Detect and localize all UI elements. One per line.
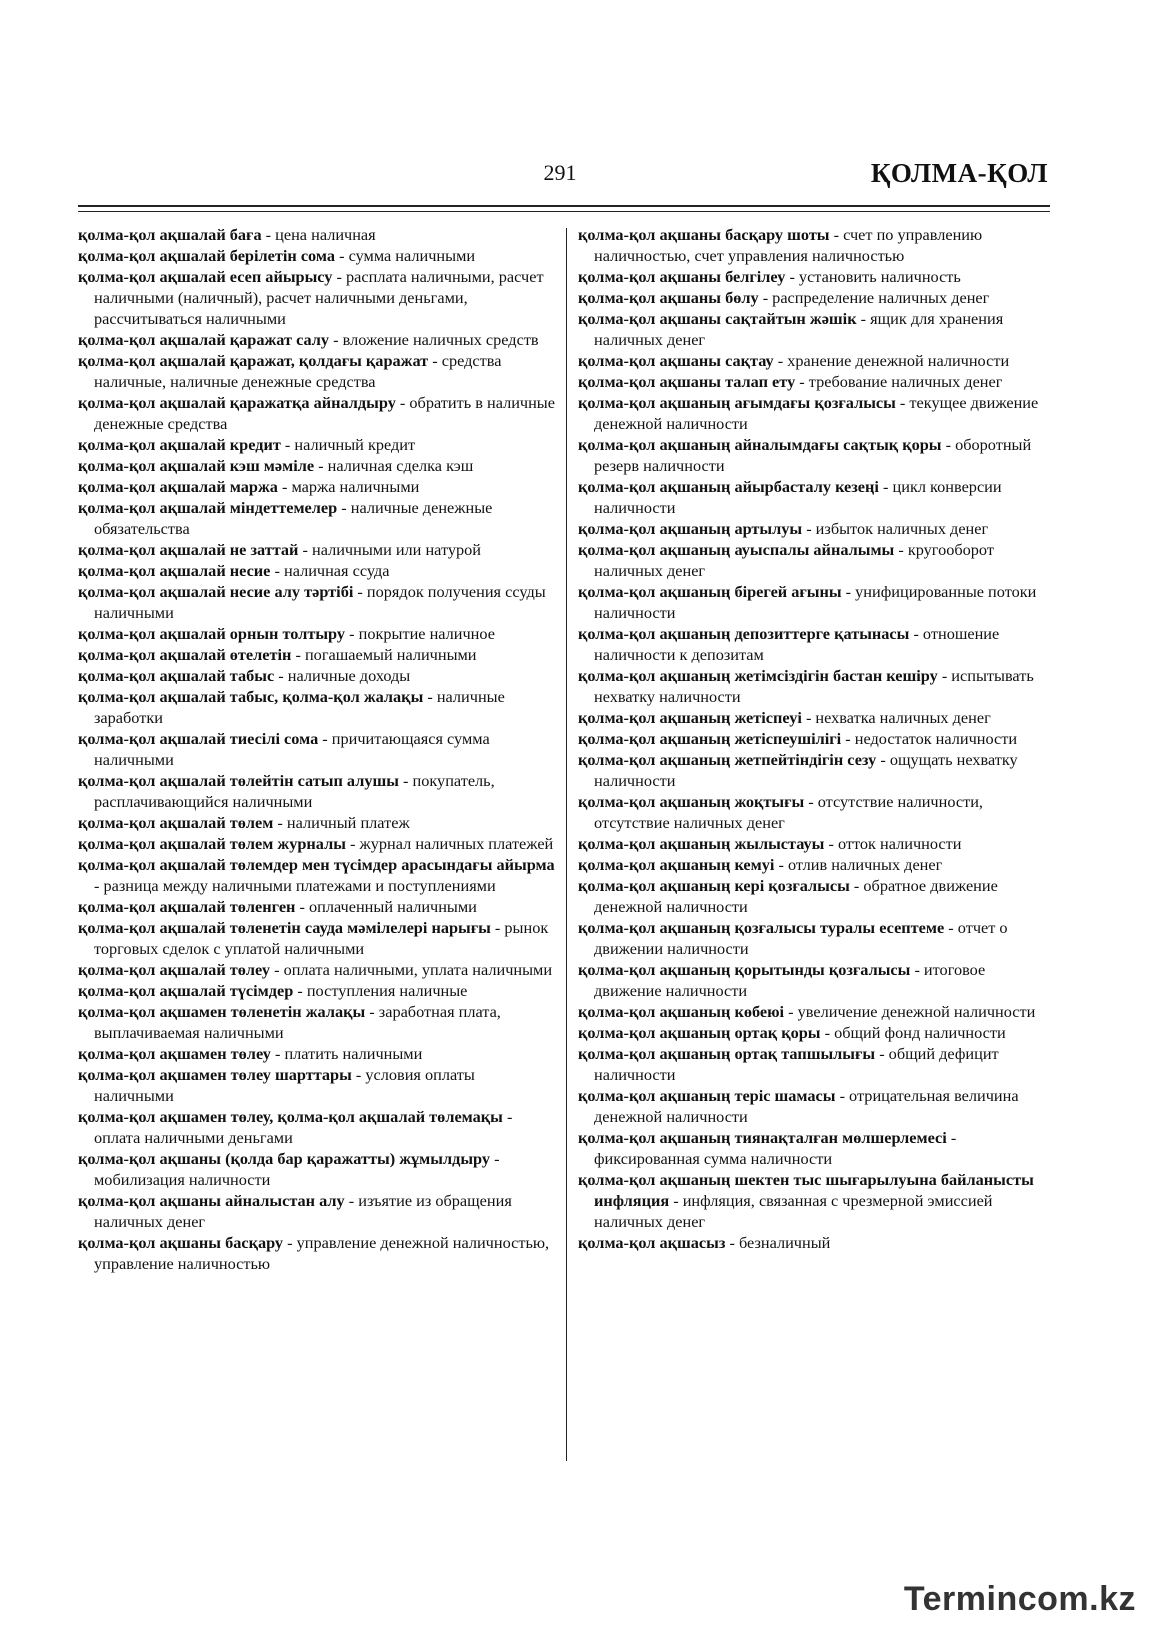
dictionary-entry [78,686,558,728]
entry-definition: - журнал наличных платежей [345,834,554,853]
dictionary-entry [578,392,1050,434]
entry-definition: - разница между наличными платежами и поступлениями [94,876,496,895]
entry-definition: - оплаченный наличными [295,897,477,916]
dictionary-entry [78,434,558,455]
entry-definition: - инфляция, связанная с чрезмерной эмиссией наличных денег [594,1191,993,1231]
entry-term: қолма-қол ақшалай қаражатқа айналдыру [78,393,396,412]
entry-definition: - расплата наличными, расчет наличными (наличный), расчет наличными деньгами, рассчитываться наличными [94,267,544,328]
entry-definition: - наличный кредит [280,435,416,454]
dictionary-entry [578,476,1050,518]
dictionary-entry [578,959,1050,1001]
entry-definition: - отрицательная величина денежной наличности [594,1086,1019,1126]
entry-term: қолма-қол ақшаның жетіспеушілігі [578,729,842,748]
dictionary-entry [78,812,558,833]
dictionary-entry [78,539,558,560]
entry-term: қолма-қол ақшалай табыс [78,666,275,685]
entry-definition: - мобилизация наличности [94,1149,500,1189]
dictionary-entry [578,1001,1050,1022]
entry-definition: - средства наличные, наличные денежные средства [94,351,502,391]
entry-term: қолма-қол ақшаның жетіспеуі [578,708,802,727]
entry-definition: - покупатель, расплачивающийся наличными [94,771,495,811]
entry-term: қолма-қол ақшаның бірегей ағыны [578,582,842,601]
dictionary-entry [578,1043,1050,1085]
entry-term: қолма-қол ақшаны сақтайтын жәшік [578,309,857,328]
dictionary-entry [78,350,558,392]
entry-definition: - оплата наличными деньгами [94,1107,513,1147]
right-column [578,224,1050,1253]
entry-term: қолма-қол ақшалай төлейтін сатып алушы [78,771,399,790]
entry-definition: - наличная сделка кэш [314,456,474,475]
entry-definition: - обратить в наличные денежные средства [94,393,555,433]
entry-term: қолма-қол ақшаны басқару [78,1233,284,1252]
entry-definition: - причитающаяся сумма наличными [94,729,490,769]
entry-term: қолма-қол ақшамен төлеу [78,1044,271,1063]
entry-term: қолма-қол ақшалай түсімдер [78,981,294,1000]
dictionary-entry [78,854,558,896]
dictionary-entry [78,266,558,329]
entry-definition: - общий дефицит наличности [594,1044,999,1084]
entry-term: қолма-қол ақшаны талап ету [578,372,796,391]
dictionary-entry [78,833,558,854]
entry-definition: - текущее движение денежной наличности [594,393,1039,433]
dictionary-entry [78,896,558,917]
entry-term: қолма-қол ақшаның шектен тыс шығарылуына байланысты инфляция [578,1170,1034,1210]
entry-term: қолма-қол ақшалай тиесілі сома [78,729,319,748]
entry-term: қолма-қол ақшаны бөлу [578,288,759,307]
entry-term: қолма-қол ақшаның айырбасталу кезеңі [578,477,879,496]
dictionary-entry [78,455,558,476]
entry-term: қолма-қол ақшаның ортақ тапшылығы [578,1044,876,1063]
entry-term: қолма-қол ақшамен төлеу, қолма-қол ақшалай төлемақы [78,1107,503,1126]
dictionary-entry [78,560,558,581]
entry-term: қолма-қол ақшалай баға [78,225,262,244]
entry-term: қолма-қол ақшаның қорытынды қозғалысы [578,960,911,979]
entry-definition: - порядок получения ссуды наличными [94,582,546,622]
dictionary-entry [78,329,558,350]
entry-definition: - сумма наличными [335,246,476,265]
dictionary-entry [78,917,558,959]
entry-definition: - изъятие из обращения наличных денег [94,1191,512,1231]
left-column [78,224,558,1274]
entry-definition: - цикл конверсии наличности [594,477,1002,517]
entry-term: қолма-қол ақшалай не заттай [78,540,299,559]
dictionary-entry [578,1169,1050,1232]
entry-definition: - хранение денежной наличности [773,351,1010,370]
entry-term: қолма-қол ақшаның қозғалысы туралы есептеме [578,918,945,937]
dictionary-entry [78,224,558,245]
entry-definition: - кругооборот наличных денег [594,540,994,580]
dictionary-entry [578,707,1050,728]
entry-definition: - унифицированные потоки наличности [594,582,1037,622]
entry-term: қолма-қол ақшаны айналыстан алу [78,1191,345,1210]
entry-definition: - общий фонд наличности [820,1023,1006,1042]
page-number: 291 [543,160,577,185]
entry-term: қолма-қол ақшаның ортақ қоры [578,1023,821,1042]
entry-term: қолма-қол ақшаны белгілеу [578,267,786,286]
entry-definition: - наличные денежные обязательства [94,498,493,538]
dictionary-entry [578,518,1050,539]
entry-term: қолма-қол ақшаның кемуі [578,855,775,874]
entry-term: қолма-қол ақшалай міндеттемелер [78,498,338,517]
dictionary-entry [78,1064,558,1106]
dictionary-entry [78,623,558,644]
entry-definition: - отлив наличных денег [774,855,943,874]
watermark-logo: Termincom.kz [903,1580,1136,1618]
entry-term: қолма-қол ақшаны басқару шоты [578,225,830,244]
entry-term: қолма-қол ақшалай несие [78,561,271,580]
entry-term: қолма-қол ақшалай кэш мәміле [78,456,315,475]
entry-term: қолма-қол ақшаны сақтау [578,351,774,370]
entry-definition: - покрытие наличное [345,624,495,643]
entry-definition: - рынок торговых сделок с уплатой наличными [94,918,549,958]
entry-term: қолма-қол ақшалай қаражат салу [78,330,330,349]
entry-term: қолма-қол ақшалай төлеу [78,960,271,979]
entry-definition: - управление денежной наличностью, управление наличностью [94,1233,550,1273]
entry-definition: - установить наличность [785,267,961,286]
entry-definition: - наличные доходы [274,666,411,685]
entry-term: қолма-қол ақшаның тиянақталған мөлшерлемесі [578,1128,947,1147]
entry-term: қолма-қол ақшалай төлем журналы [78,834,346,853]
entry-definition: - наличная ссуда [270,561,390,580]
entry-definition: - наличный платеж [273,813,410,832]
dictionary-entry [78,1148,558,1190]
entry-term: қолма-қол ақшаның кері қозғалысы [578,876,850,895]
dictionary-entry [78,1001,558,1043]
entry-definition: - отсутствие наличности, отсутствие наличных денег [594,792,983,832]
entry-definition: - недостаток наличности [841,729,1018,748]
entry-definition: - распределение наличных денег [758,288,990,307]
entry-definition: - избыток наличных денег [802,519,989,538]
dictionary-entry [578,1127,1050,1169]
entry-definition: - наличные заработки [94,687,505,727]
dictionary-entry [578,1022,1050,1043]
dictionary-entry [578,875,1050,917]
entry-term: қолма-қол ақшаның жетімсіздігін бастан кешіру [578,666,938,685]
dictionary-entry [78,770,558,812]
dictionary-entry [578,434,1050,476]
dictionary-entry [578,287,1050,308]
header-rule [78,205,1050,207]
entry-definition: - итоговое движение наличности [594,960,986,1000]
dictionary-entry [78,1043,558,1064]
dictionary-entry [578,581,1050,623]
entry-definition: - вложение наличных средств [329,330,539,349]
dictionary-entry [78,980,558,1001]
entry-definition: - условия оплаты наличными [94,1065,475,1105]
entry-term: қолма-қол ақшалай төлем [78,813,274,832]
column-divider [566,228,567,1461]
dictionary-entry [578,791,1050,833]
dictionary-entry [578,1232,1050,1253]
entry-definition: - цена наличная [261,225,376,244]
dictionary-entry [578,224,1050,266]
entry-definition: - заработная плата, выплачиваемая наличными [94,1002,501,1042]
entry-definition: - отток наличности [824,834,962,853]
entry-term: қолма-қол ақшалай төленетін сауда мәмілелері нарығы [78,918,491,937]
entry-term: қолма-қол ақшалай табыс, қолма-қол жалақы [78,687,424,706]
dictionary-entry [578,665,1050,707]
entry-term: қолма-қол ақшалай берілетін сома [78,246,336,265]
entry-term: қолма-қол ақшаның ауыспалы айналымы [578,540,895,559]
entry-definition: - погашаемый наличными [291,645,477,664]
dictionary-entry [78,245,558,266]
header-rule-thin [78,211,1050,212]
entry-term: қолма-қол ақшасыз [578,1233,726,1252]
entry-definition: - нехватка наличных денег [801,708,991,727]
dictionary-entry [578,371,1050,392]
entry-definition: - обратное движение денежной наличности [594,876,998,916]
entry-term: қолма-қол ақшаның жылыстауы [578,834,825,853]
entry-term: қолма-қол ақшаның теріс шамасы [578,1086,836,1105]
entry-term: қолма-қол ақшаның жетпейтіндігін сезу [578,750,877,769]
entry-definition: - платить наличными [270,1044,423,1063]
dictionary-entry [578,728,1050,749]
dictionary-entry [578,854,1050,875]
dictionary-entry [578,917,1050,959]
dictionary-entry [78,644,558,665]
entry-term: қолма-қол ақшаны (қолда бар қаражатты) жұмылдыру [78,1149,491,1168]
dictionary-entry [578,539,1050,581]
entry-term: қолма-қол ақшамен төленетін жалақы [78,1002,366,1021]
dictionary-entry [78,665,558,686]
dictionary-entry [578,1085,1050,1127]
entry-definition: - отношение наличности к депозитам [594,624,1000,664]
entry-definition: - отчет о движении наличности [594,918,1008,958]
entry-term: қолма-қол ақшалай несие алу тәртібі [78,582,354,601]
entry-term: қолма-қол ақшаның жоқтығы [578,792,805,811]
dictionary-entry [578,266,1050,287]
entry-term: қолма-қол ақшалай кредит [78,435,281,454]
dictionary-entry [78,959,558,980]
entry-definition: - испытывать нехватку наличности [594,666,1034,706]
entry-term: қолма-қол ақшалай өтелетін [78,645,292,664]
entry-term: қолма-қол ақшалай маржа [78,477,278,496]
entry-definition: - оборотный резерв наличности [594,435,1032,475]
entry-term: қолма-қол ақшаның көбеюі [578,1002,785,1021]
entry-term: қолма-қол ақшалай орнын толтыру [78,624,346,643]
entry-term: қолма-қол ақшалай есеп айырысу [78,267,333,286]
entry-term: қолма-қол ақшалай төлемдер мен түсімдер арасындағы айырма [78,855,555,874]
dictionary-entry [78,581,558,623]
entry-definition: - безналичный [725,1233,831,1252]
dictionary-entry [78,728,558,770]
entry-definition: - фиксированная сумма наличности [594,1128,957,1168]
entry-definition: - маржа наличными [277,477,420,496]
entry-definition: - счет по управлению наличностью, счет управления наличностью [594,225,983,265]
entry-term: қолма-қол ақшаның депозиттерге қатынасы [578,624,910,643]
entry-definition: - оплата наличными, уплата наличными [270,960,553,979]
dictionary-entry [78,476,558,497]
dictionary-entry [578,350,1050,371]
entry-term: қолма-қол ақшалай төленген [78,897,296,916]
entry-definition: - ощущать нехватку наличности [594,750,1018,790]
entry-definition: - поступления наличные [293,981,468,1000]
dictionary-entry [78,1232,558,1274]
entry-term: қолма-қол ақшалай қаражат, қолдағы қаражат [78,351,429,370]
dictionary-entry [78,1106,558,1148]
dictionary-entry [578,749,1050,791]
dictionary-entry [78,1190,558,1232]
dictionary-entry [78,392,558,434]
entry-term: қолма-қол ақшамен төлеу шарттары [78,1065,352,1084]
dictionary-entry [578,623,1050,665]
entry-term: қолма-қол ақшаның ағымдағы қозғалысы [578,393,896,412]
dictionary-entry [578,308,1050,350]
entry-definition: - увеличение денежной наличности [784,1002,1036,1021]
entry-term: қолма-қол ақшаның артылуы [578,519,803,538]
entry-definition: - ящик для хранения наличных денег [594,309,1004,349]
running-head: ҚОЛМА-ҚОЛ [870,158,1048,188]
dictionary-entry [578,833,1050,854]
entry-definition: - наличными или натурой [298,540,482,559]
entry-term: қолма-қол ақшаның айналымдағы сақтық қоры [578,435,942,454]
dictionary-entry [78,497,558,539]
entry-definition: - требование наличных денег [795,372,1003,391]
